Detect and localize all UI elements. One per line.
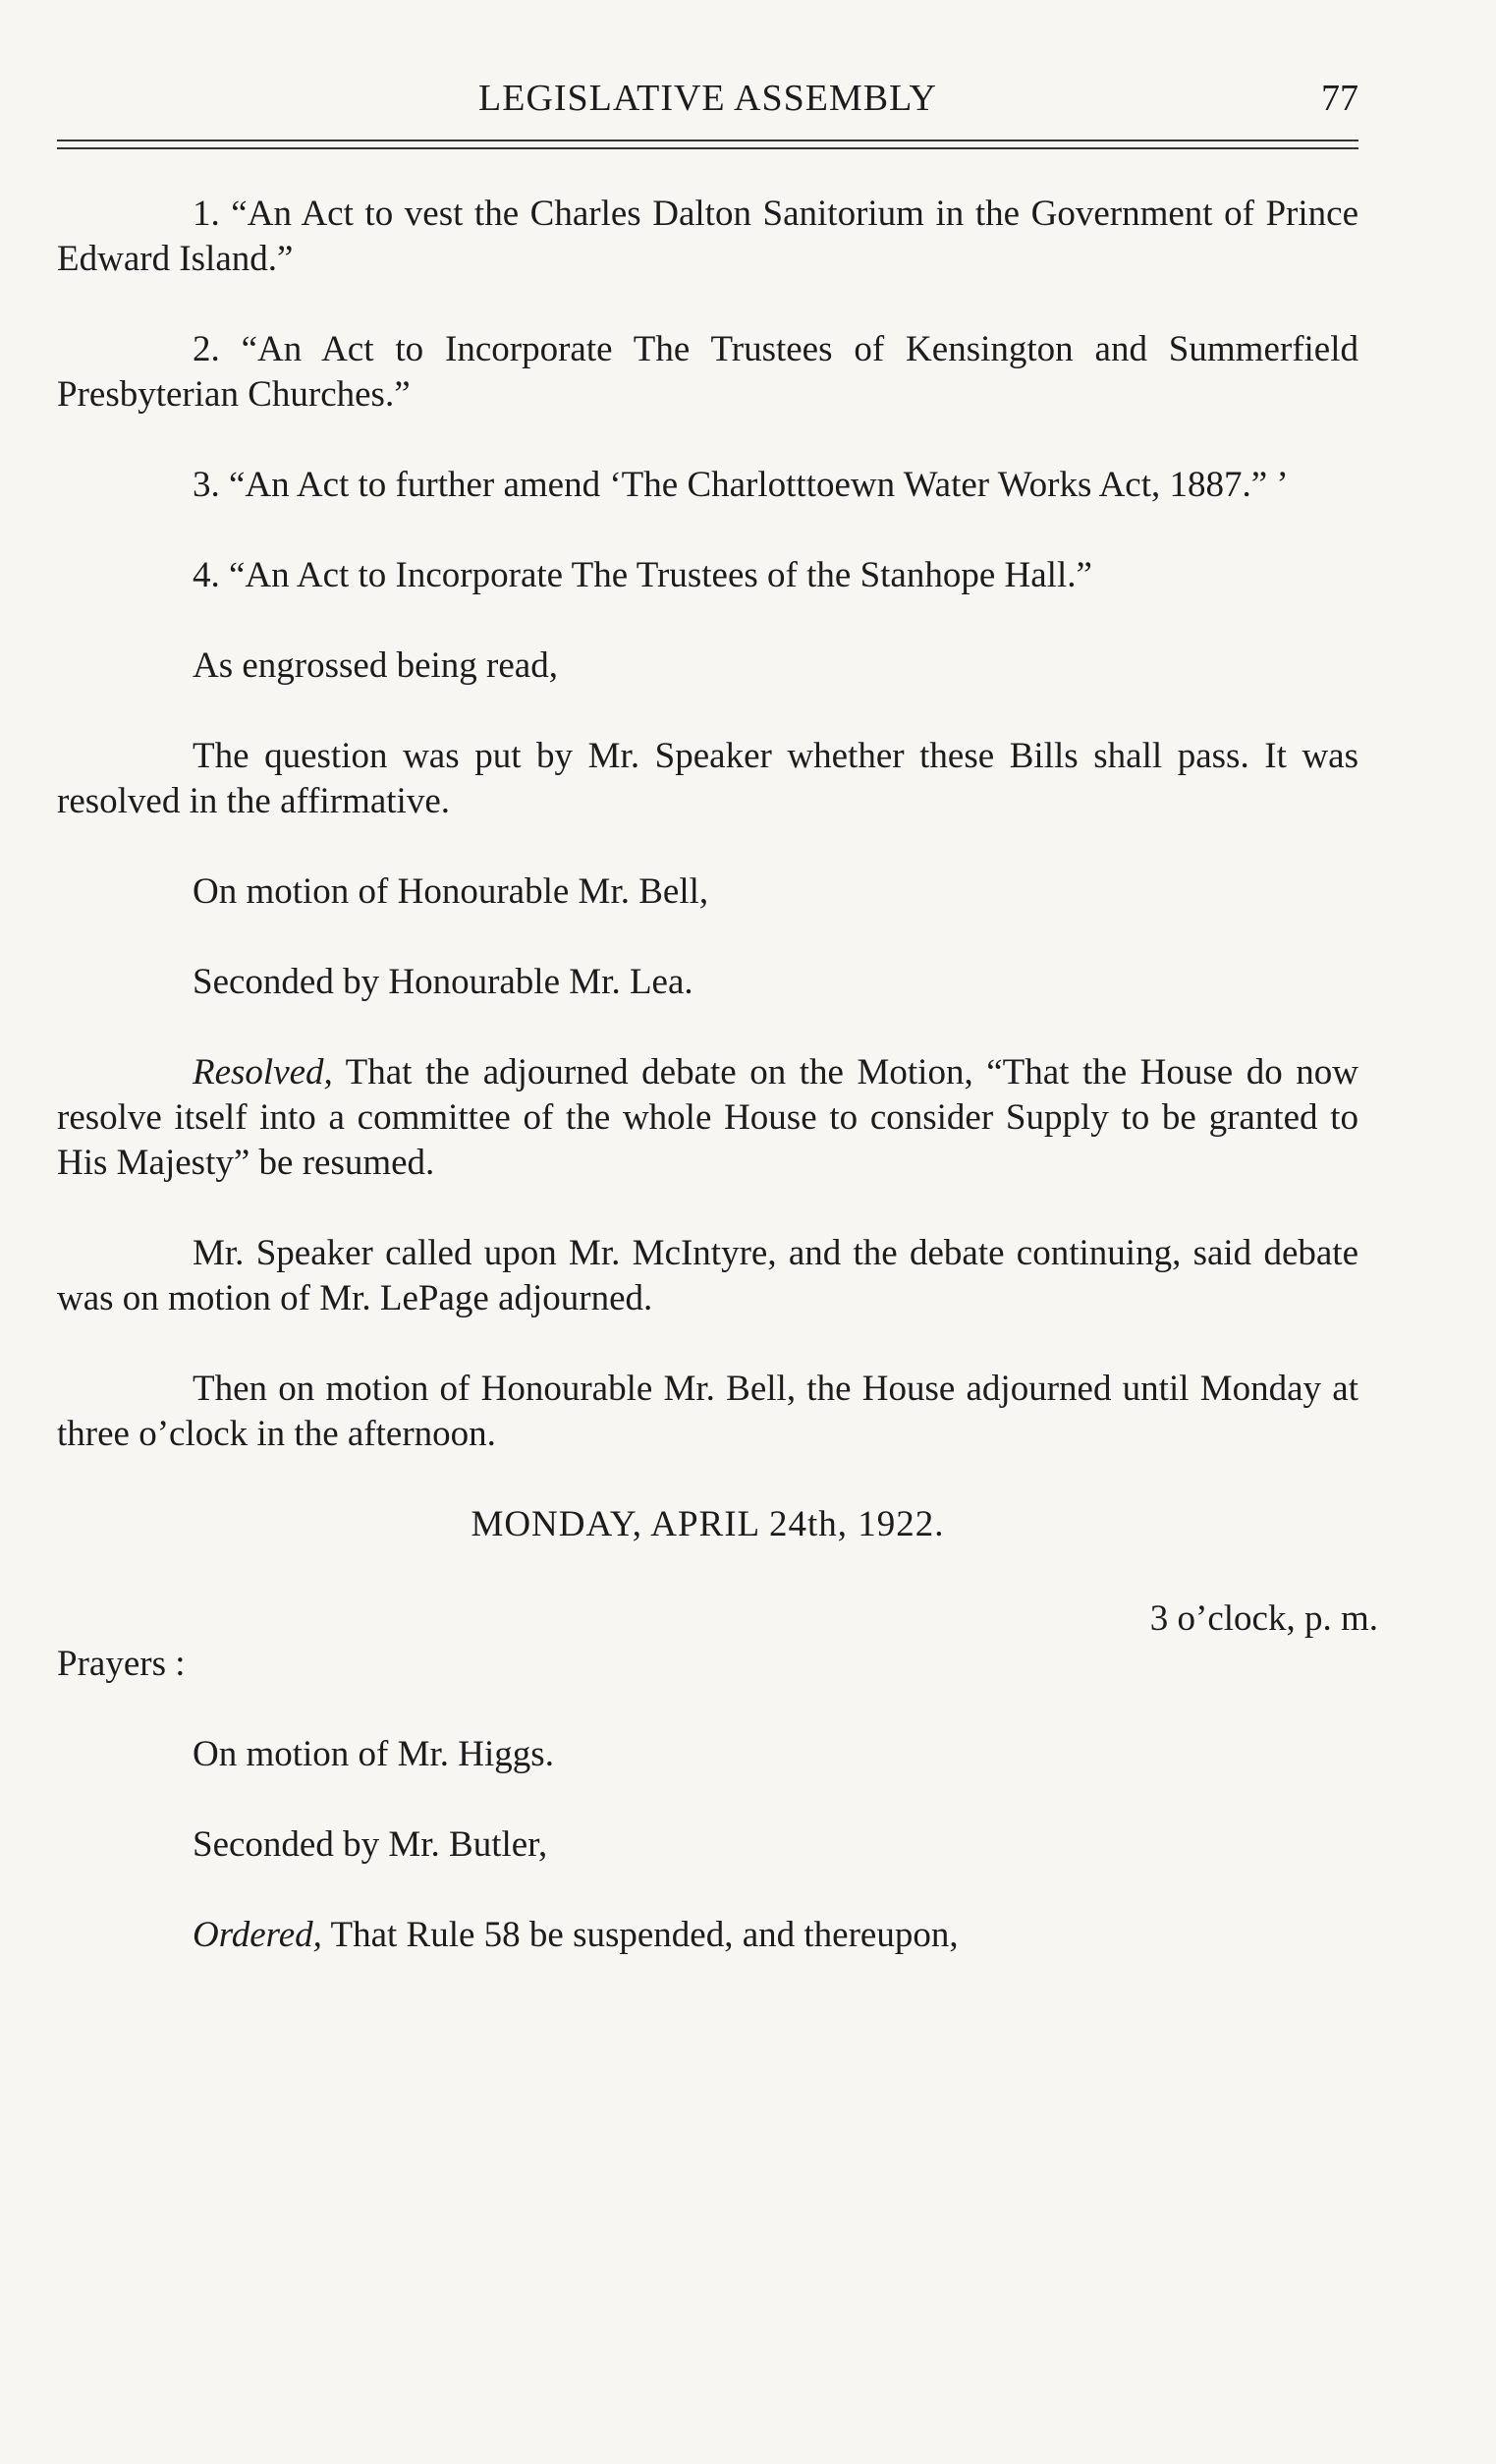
debate-paragraph: Mr. Speaker called upon Mr. McIntyre, and the debate continuing, said debate was on motion of Mr. LePage adjourned.	[57, 1233, 1358, 1318]
page-header	[57, 77, 1358, 126]
prayers-line: Prayers :	[57, 1644, 186, 1684]
seconded-butler: Seconded by Mr. Butler,	[193, 1824, 548, 1865]
bill-item-3: 3. “An Act to further amend ‘The Charlotttoewn Water Works Act, 1887.” ’	[193, 465, 1289, 505]
bill-item-4: 4. “An Act to Incorporate The Trustees of the Stanhope Hall.”	[193, 555, 1092, 595]
resolved-paragraph	[57, 1050, 1358, 1186]
header-rule-top	[57, 140, 1358, 141]
ordered-text: That Rule 58 be suspended, and thereupon,	[330, 1915, 959, 1955]
bill-item-2: 2. “An Act to Incorporate The Trustees of Kensington and Summerfield Presbyterian Churches.”	[57, 329, 1358, 415]
question-paragraph: The question was put by Mr. Speaker whether these Bills shall pass. It was resolved in the affirmative.	[57, 736, 1358, 821]
resolved-word: Resolved,	[193, 1052, 333, 1092]
ordered-paragraph	[57, 1913, 1358, 1958]
session-time: 3 o’clock, p. m.	[1149, 1598, 1378, 1639]
header-rule-bottom	[57, 147, 1358, 149]
motion-paragraph: On motion of Honourable Mr. Bell,	[193, 871, 709, 912]
page-number: 77	[1321, 78, 1358, 119]
session-date: MONDAY, APRIL 24th, 1922.	[471, 1504, 945, 1544]
page-body	[57, 192, 1378, 2003]
engrossed-paragraph: As engrossed being read,	[193, 645, 558, 686]
motion-higgs: On motion of Mr. Higgs.	[193, 1734, 554, 1774]
seconded-paragraph: Seconded by Honourable Mr. Lea.	[193, 962, 693, 1002]
ordered-word: Ordered,	[193, 1915, 322, 1955]
resolved-text: That the adjourned debate on the Motion, “That the House do now resolve itself into a committee of the whole House to consider Supply to be granted to His Majesty” be resumed.	[57, 1052, 1358, 1183]
running-title: LEGISLATIVE ASSEMBLY	[478, 78, 937, 119]
adjourned-paragraph: Then on motion of Honourable Mr. Bell, the House adjourned until Monday at three o’clock in the afternoon.	[57, 1369, 1358, 1454]
bill-item-1: 1. “An Act to vest the Charles Dalton Sanitorium in the Government of Prince Edward Island.”	[57, 194, 1358, 279]
